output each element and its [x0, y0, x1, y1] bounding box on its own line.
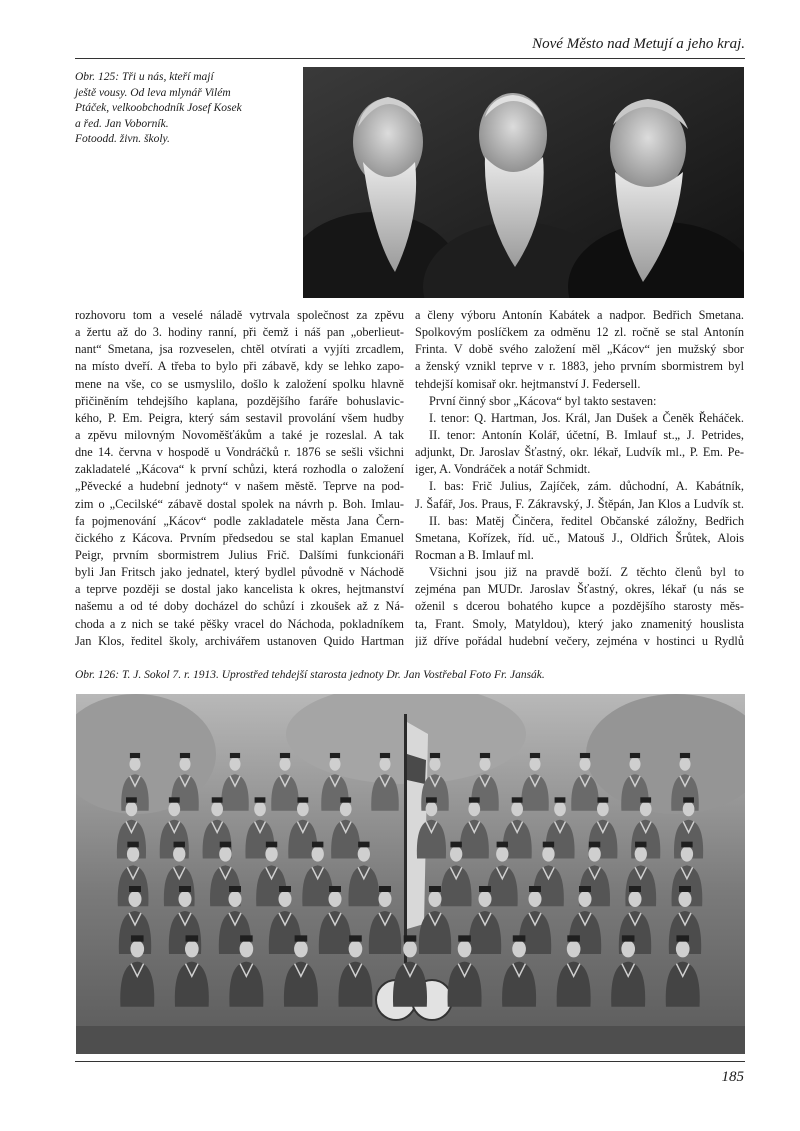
text-line: zakladatelé „Kácova“ k první schůzi, která rozhodla o založení [75, 462, 404, 477]
left-text-column [75, 307, 404, 650]
text-line: fa pojmenování „Kácov“ podle zakladatele města Jana Čern- [75, 513, 404, 528]
text-line: Jan Klos, ředitel školy, archivářem ustanoven Quido Hartman [75, 633, 404, 648]
text-line: Rocman a B. Imlauf ml. [415, 547, 534, 562]
figure-126-caption: Obr. 126: T. J. Sokol 7. r. 1913. Uprostřed tehdejší starosta jednoty Dr. Jan Vostřebal Foto Fr. Jansák. [75, 669, 545, 681]
text-line: J. Šafář, Jos. Praus, F. Zákravský, J. Štěpán, Jan Klos a Ludvík st. [415, 496, 744, 511]
caption-line: Ptáček, velkoobchodník Josef Kosek [75, 102, 242, 115]
text-line: na místo dveří. A třeba to bylo při zábavě, kdy se lehko zapo- [75, 359, 404, 374]
text-line: již dříve pořádal hudební večery, zejména v hostinci u Rydlů [415, 633, 744, 648]
text-line: I. tenor: Q. Hartman, Jos. Král, Jan Dušek a Čeněk Řeháček. [429, 410, 744, 425]
text-line: zim o „Cecilské“ zábavě dostal spolek na návrh p. Boh. Imlau- [75, 496, 404, 511]
portrait-photo-three-bearded-men [303, 67, 744, 298]
page-number: 185 [721, 1069, 744, 1085]
text-line: a ženský vznikl teprve v r. 1883, jeho prvním sbormistrem byl [415, 359, 744, 374]
text-line: adjunkt, Dr. Jaroslav Šťastný, okr. lékař, Ludvík ml., P. Em. Pe- [415, 445, 744, 460]
text-line: kého, P. Em. Peigra, který sám sestavil provolání všem hudby [75, 410, 404, 425]
header-rule [75, 58, 745, 59]
text-line: a žertu až do 3. hodiny ranní, při čemž i náš pan „oberlieut- [75, 325, 404, 340]
caption-line: Fotoodd. živn. školy. [75, 133, 170, 146]
text-line: Smetana, Kořízek, říd. uč., Matouš J., Oldřich Šrůtek, Alois [415, 530, 744, 545]
text-line: a teprve později se dostal jako kancelista k okres, hejtmanství [75, 582, 404, 597]
text-line: dne 14. června v hospodě u Vondráčků r. 1876 se sešli všichni [75, 445, 404, 460]
text-line: Všichni jsou již na pravdě boží. Z těchto členů byl to [429, 565, 744, 580]
right-text-column [415, 307, 744, 650]
text-line: zejména pan MUDr. Jaroslav Šťastný, okres, lékař (u nás se [415, 582, 744, 597]
text-line: našemu a od té doby docházel do schůzí i zkoušek až z Ná- [75, 599, 404, 614]
text-line: iger, A. Vondráček a notář Schmidt. [415, 462, 591, 477]
text-line: nant“ Smetana, jsa rozveselen, chtěl otvírati a vyjíti zrcadlem, [75, 342, 404, 357]
caption-line: Obr. 125: Tři u nás, kteří mají [75, 71, 214, 83]
text-line: „Pěvecké a hudební jednoty“ v našem městě. Teprve na pod- [75, 479, 404, 494]
text-line: byli Jan Fritsch jako jednatel, který bydlel původně v Náchodě [75, 565, 404, 580]
text-line: Frinta. V době svého založení měl „Kácov“ jen mužský sbor [415, 342, 744, 357]
footer-rule [75, 1061, 745, 1062]
caption-line: ještě vousy. Od leva mlynář Vilém [75, 86, 231, 99]
text-line: a zpěvu milovným Novoměšťákům a také je rozeslal. A tak [75, 427, 404, 442]
text-line: II. bas: Matěj Činčera, ředitel Občanské záložny, Bedřich [429, 513, 744, 528]
figure-125-caption [75, 70, 275, 148]
text-line: II. tenor: Antonín Kolář, účetní, B. Imlauf st.„ J. Petrides, [429, 427, 744, 442]
group-photo-sokol-1913 [76, 694, 745, 1054]
text-line: tehdejší komisař okr. hejtmanství J. Federsell. [415, 376, 641, 391]
text-line: a členy výboru Antonín Kabátek a nadpor. Bedřich Smetana. [415, 308, 744, 322]
text-line: Spolkovým poslíčkem za odměnu 12 zl. ročně se stal Antonín [415, 325, 744, 340]
text-line: oženil s dcerou bohatého kupce a pozdějšího starosty měs- [415, 599, 744, 614]
caption-line: a řed. Jan Voborník. [75, 117, 169, 130]
text-line: čického z Kácova. Prvním předsedou se stal kaplan Emanuel [75, 530, 404, 545]
text-line: První činný sbor „Kácova“ byl takto sestaven: [429, 393, 657, 408]
text-line: Peigr, prvním sbormistrem Julius Frič. Dalšími funkcionáři [75, 547, 404, 562]
text-line: ta, Frant. Smoly, Matyldou), který jako znamenitý houslista [415, 616, 744, 631]
text-line: přičiněním tehdejšího kaplana, pozdějšího faráře bohuslavic- [75, 393, 404, 408]
running-header: Nové Město nad Metují a jeho kraj. [532, 36, 745, 52]
text-line: choda a z nich se také pěšky vracel do Náchoda, pokladníkem [75, 616, 404, 631]
text-line: mene na vše, co se usmyslilo, došlo k založení spolku hlavně [75, 376, 404, 391]
text-line: rozhovoru tom a veselé náladě vytrvala společnost za zpěvu [75, 308, 404, 322]
text-line: I. bas: Frič Julius, Zajíček, zám. důchodní, A. Kabátník, [429, 479, 744, 494]
